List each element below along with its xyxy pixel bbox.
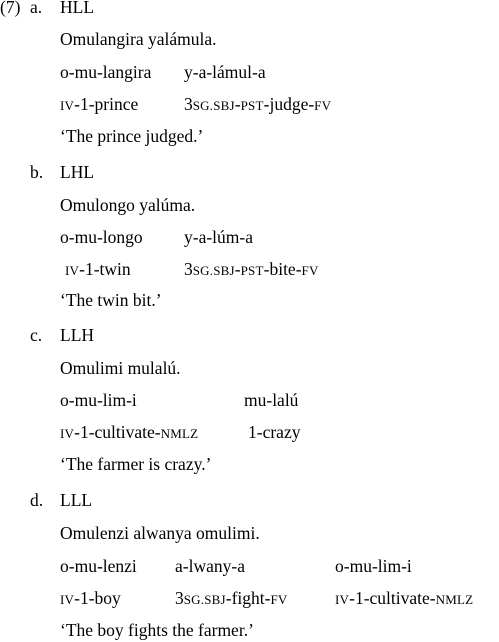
sentence: Omulangira yalámula. — [60, 29, 217, 49]
gloss-text: -1-cultivate- — [74, 422, 161, 442]
gloss-abbreviation: IV — [65, 263, 80, 278]
sentence: Omulimi mulalú. — [60, 358, 181, 378]
tone-pattern: LHL — [60, 162, 95, 182]
morpheme-word: y-a-lúm-a — [184, 227, 253, 247]
morpheme-word: o-mu-lenzi — [60, 556, 137, 576]
gloss-word — [60, 94, 138, 115]
gloss-word — [175, 588, 288, 609]
gloss-abbreviation: FV — [301, 263, 319, 278]
example-label: c. — [30, 325, 43, 345]
gloss-text: 3 — [184, 94, 193, 114]
gloss-abbreviation: NMLZ — [160, 426, 199, 441]
gloss-abbreviation: NMLZ — [435, 592, 474, 607]
tone-pattern: LLH — [60, 325, 95, 345]
example-label: b. — [30, 162, 44, 182]
example-label: a. — [30, 0, 43, 17]
gloss-abbreviation: SG.SBJ — [183, 592, 226, 607]
gloss-word — [248, 422, 300, 443]
gloss-text: -fight- — [225, 588, 271, 608]
tone-pattern: LLL — [60, 490, 93, 510]
gloss-text: - — [234, 259, 241, 279]
translation: ‘The prince judged.’ — [60, 126, 204, 146]
example-label: d. — [30, 490, 44, 510]
morpheme-word: o-mu-longo — [60, 227, 143, 247]
gloss-text: - — [234, 94, 241, 114]
gloss-word — [65, 259, 131, 280]
gloss-text: 3 — [184, 259, 193, 279]
gloss-text: -1-prince — [74, 94, 139, 114]
gloss-abbreviation: SG.SBJ — [192, 263, 235, 278]
gloss-text: -bite- — [263, 259, 302, 279]
gloss-abbreviation: IV — [335, 592, 350, 607]
morpheme-word: o-mu-lim-i — [60, 390, 137, 410]
morpheme-word: a-lwany-a — [175, 556, 245, 576]
gloss-text: -judge- — [263, 94, 315, 114]
translation: ‘The farmer is crazy.’ — [60, 454, 212, 474]
gloss-word — [184, 94, 331, 115]
gloss-word — [335, 588, 473, 609]
gloss-word — [184, 259, 319, 280]
sentence: Omulenzi alwanya omulimi. — [60, 523, 260, 543]
translation: ‘The boy fights the farmer.’ — [60, 620, 254, 640]
gloss-abbreviation: SG.SBJ — [192, 98, 235, 113]
gloss-word — [60, 588, 121, 609]
gloss-abbreviation: PST — [240, 98, 264, 113]
gloss-abbreviation: FV — [270, 592, 288, 607]
example-number: (7) — [0, 0, 21, 17]
sentence: Omulongo yalúma. — [60, 195, 196, 215]
morpheme-word: y-a-lámul-a — [184, 62, 266, 82]
morpheme-word: o-mu-langira — [60, 62, 152, 82]
gloss-abbreviation: IV — [60, 592, 75, 607]
gloss-abbreviation: IV — [60, 426, 75, 441]
gloss-abbreviation: PST — [240, 263, 264, 278]
gloss-abbreviation: IV — [60, 98, 75, 113]
tone-pattern: HLL — [60, 0, 95, 17]
gloss-text: -1-twin — [79, 259, 131, 279]
gloss-text: -1-cultivate- — [349, 588, 436, 608]
gloss-abbreviation: FV — [314, 98, 332, 113]
translation: ‘The twin bit.’ — [60, 290, 162, 310]
morpheme-word: o-mu-lim-i — [335, 556, 412, 576]
gloss-word — [60, 422, 198, 443]
gloss-text: 3 — [175, 588, 184, 608]
gloss-text: 1-crazy — [248, 422, 301, 442]
gloss-text: -1-boy — [74, 588, 121, 608]
morpheme-word: mu-lalú — [244, 390, 299, 410]
